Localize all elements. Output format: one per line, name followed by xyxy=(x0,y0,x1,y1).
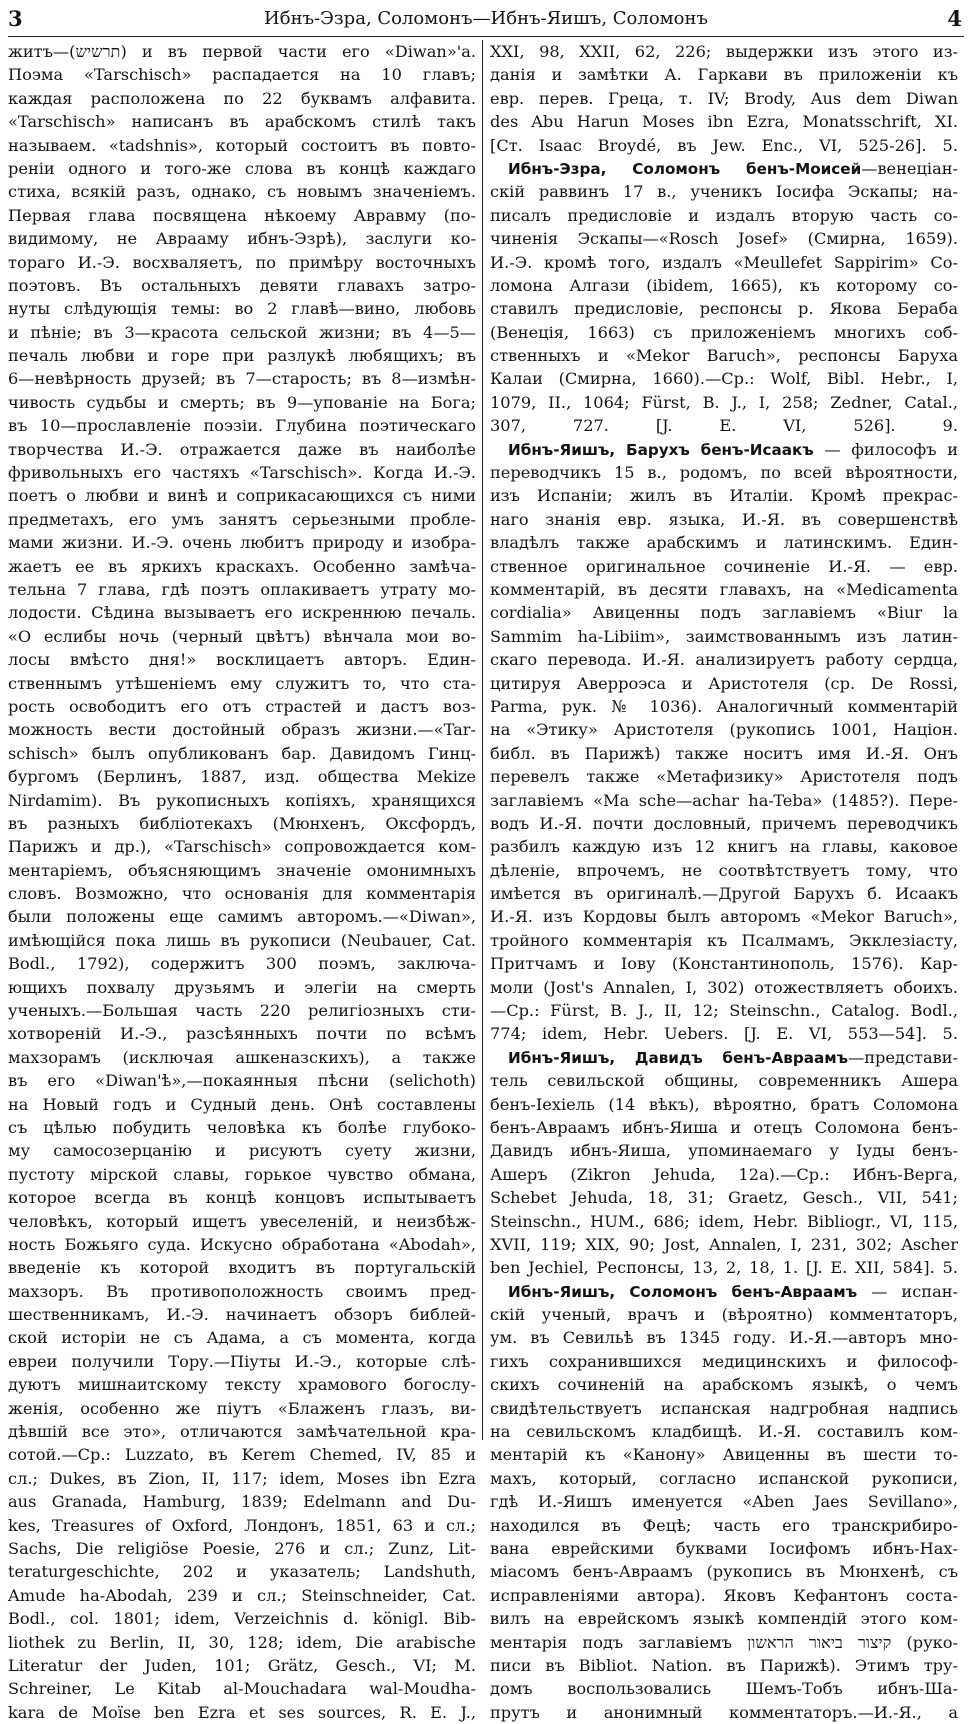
text-line: евр. перев. Греца, т. IV; Brody, Aus dem Diwan xyxy=(490,88,958,108)
text-line: скаго перевода. И.-Я. анализируетъ работу сердца, xyxy=(490,650,958,670)
text-line: kes, Treasures of Oxford, Лондонъ, 1851, 63 и сл.; xyxy=(8,1515,476,1535)
left-column xyxy=(8,40,476,1722)
text-line: видимому, не Аврааму ибнъ-Эзрѣ), заслуги ко- xyxy=(8,229,476,249)
text-line: сл.; Dukes, въ Zion, II, 117; idem, Moses ibn Ezra xyxy=(8,1468,476,1488)
text-line: Steinschn., HUM., 686; idem, Hebr. Bibliogr., VI, 115, xyxy=(490,1211,958,1231)
text-line: библ. въ Парижѣ) также носитъ имя И.-Я. Онъ xyxy=(490,743,958,763)
text-line: Bodl., 1792), содержитъ 300 поэмъ, заключа- xyxy=(8,954,476,974)
text-line: 307, 727. [J. E. VI, 526]. 9. xyxy=(490,416,958,436)
text-line: 1079, II., 1064; Fürst, B. J., I, 258; Zedner, Catal., xyxy=(490,392,958,412)
text-line: ментаріемъ, объясняющимъ значеніе омонимныхъ xyxy=(8,860,476,880)
text-line: бургомъ (Берлинъ, 1887, изд. общества Mekize xyxy=(8,767,476,787)
text-line: реніи одного и того-же слова въ концѣ каждаго xyxy=(8,158,476,178)
text-line: гдѣ И.-Яишъ именуется «Aben Jaes Sevillano», xyxy=(490,1492,958,1512)
text-line: 774; idem, Hebr. Uebers. [J. E. VI, 553—54]. 5. xyxy=(490,1024,958,1044)
text-line: des Abu Harun Moses ibn Ezra, Monatsschrift, XI. xyxy=(490,112,958,132)
text-line: тельна 7 глава, гдѣ поэтъ оплакиваетъ утрату мо- xyxy=(8,579,476,599)
text-line: скій раввинъ 17 в., ученикъ Іосифа Эскапы; на- xyxy=(490,182,958,202)
text-line: переводчикъ 15 в., родомъ, по всей вѣроятности, xyxy=(490,463,958,483)
text-line: лосы вмѣсто дня!» восклицаетъ авторъ. Един- xyxy=(8,650,476,670)
text-line: скій ученый, врачъ и (вѣроятно) комментаторъ, xyxy=(490,1305,958,1325)
text-line: Давидъ ибнъ-Яиша, упоминаемаго у Іуды бенъ- xyxy=(490,1141,958,1161)
text-line: [Ст. Isaac Broydé, въ Jew. Enc., VI, 525-26]. 5. xyxy=(490,135,958,155)
text-line: «О еслибы ночь (черный цвѣтъ) вѣнчала мои во- xyxy=(8,626,476,646)
text-line: разбилъ каждую изъ 12 книгъ на главы, каковое xyxy=(490,837,958,857)
text-line: ность Божьяго суда. Искусно обработана «Abodah», xyxy=(8,1234,476,1254)
text-line: и пѣніе; въ 3—красота сельской жизни; въ 4—5— xyxy=(8,322,476,342)
text-line: хотвореній И.-Э., разсѣянныхъ почти по всѣмъ xyxy=(8,1024,476,1044)
text-line: писалъ предисловіе и издалъ вторую часть со- xyxy=(490,205,958,225)
text-line: teraturgeschichte, 202 и указатель; Landshuth, xyxy=(8,1562,476,1582)
text-line: мами жизни. И.-Э. очень любитъ природу и изобра- xyxy=(8,533,476,553)
entry-first-line xyxy=(490,438,958,461)
text-line: Literatur der Juden, 101; Grätz, Gesch., VI; M. xyxy=(8,1655,476,1675)
right-column xyxy=(490,40,958,1722)
text-line: ставилъ предисловіе, респонсы р. Якова Бераба xyxy=(490,299,958,319)
text-line: ломона Алгази (ibidem, 1665), къ которому со- xyxy=(490,275,958,295)
text-line: (Венеція, 1663) съ приложеніемъ многихъ соб- xyxy=(490,322,958,342)
running-title: Ибнъ-Эзра, Соломонъ—Ибнъ-Яишъ, Соломонъ xyxy=(264,8,708,29)
text-line: имѣется въ оригиналѣ.—Другой Барухъ б. Исаакъ xyxy=(490,884,958,904)
text-line: лодости. Сѣдина вызываетъ его искреннюю печаль. xyxy=(8,603,476,623)
text-line: имѣющійся пока лишь въ рукописи (Neubauer, Cat. xyxy=(8,930,476,950)
text-line: словъ. Возможно, что основанія для комментарія xyxy=(8,884,476,904)
text-line: дѣвшій все это», отличаются замѣчательной кра- xyxy=(8,1422,476,1442)
text-line: ментарія подъ заглавіемъ קיצור ביאור הראשון (руко- xyxy=(490,1632,958,1652)
text-line: Parma, рук. № 1036). Аналогичный комментарій xyxy=(490,696,958,716)
entry-first-line-text: —венеціан- xyxy=(861,158,958,178)
entry-first-line-text: — испан- xyxy=(857,1281,958,1301)
text-line: дѣленіе, впрочемъ, не соотвѣтствуетъ тому, что xyxy=(490,860,958,880)
text-line: называем. «tadshnis», который состоитъ въ повто- xyxy=(8,135,476,155)
entry-headword: Ибнъ-Яишъ, Давидъ бенъ-Авраамъ xyxy=(508,1048,849,1067)
text-line: домъ воспользовались Шемъ-Тобъ ибнъ-Ша- xyxy=(490,1679,958,1699)
text-line: schisch» былъ опубликованъ бар. Давидомъ Гинц- xyxy=(8,743,476,763)
text-line: съ цѣлью побудить человѣка къ болѣе глубоко- xyxy=(8,1117,476,1137)
text-line: писи въ Bibliot. Nation. въ Парижѣ). Этимъ тру- xyxy=(490,1655,958,1675)
text-line: печаль любви и горе при разлукѣ любящихъ; въ xyxy=(8,346,476,366)
text-line: находился въ Фецѣ; часть его транскрибиро- xyxy=(490,1515,958,1535)
header-rule xyxy=(8,36,964,37)
text-line: aus Granada, Hamburg, 1839; Edelmann and Du- xyxy=(8,1492,476,1512)
text-line: жаетъ ее въ яркихъ краскахъ. Особенно замѣча- xyxy=(8,556,476,576)
text-line: бенъ-Авраамъ ибнъ-Яиша и отецъ Соломона бенъ- xyxy=(490,1117,958,1137)
text-line: сотой.—Ср.: Luzzato, въ Kerem Chemed, IV, 85 и xyxy=(8,1445,476,1465)
text-line: 6—невѣрность друзей; въ 7—старость; въ 8—измѣн- xyxy=(8,369,476,389)
entry-first-line xyxy=(490,1280,958,1303)
text-line: цитируя Аверроэса и Аристотеля (ср. De Rossi, xyxy=(490,673,958,693)
text-line: liothek zu Berlin, II, 30, 128; idem, Die arabische xyxy=(8,1632,476,1652)
text-line: евреи получили Тору.—Піуты И.-Э., которые слѣ- xyxy=(8,1351,476,1371)
text-line: Ашеръ (Zikron Jehuda, 12a).—Ср.: Ибнъ-Верга, xyxy=(490,1164,958,1184)
text-line: на «Этику» Аристотеля (рукопись 1001, Націон. xyxy=(490,720,958,740)
text-line: моли (Jost's Annalen, I, 302) отожествляетъ обоихъ. xyxy=(490,977,958,997)
text-line: фривольныхъ его частяхъ «Tarschisch». Когда И.-Э. xyxy=(8,463,476,483)
text-line: kara de Moïse ben Ezra et ses sources, R. E. J., xyxy=(8,1702,476,1722)
text-line: творчества И.-Э. отражается даже въ наиболѣе xyxy=(8,439,476,459)
text-line: XXI, 98, XXII, 62, 226; выдержки изъ этого из- xyxy=(490,42,958,61)
text-line: И.-Э. кромѣ того, издалъ «Meullefet Sappirim» Со- xyxy=(490,252,958,272)
text-line: тель севильской общины, современникъ Ашера xyxy=(490,1071,958,1091)
entry-first-line-text: — философъ и xyxy=(813,439,958,459)
text-line: которое всегда въ концѣ концовъ испытываетъ xyxy=(8,1188,476,1208)
text-line: дуютъ мишнаитскому тексту храмового богослу- xyxy=(8,1375,476,1395)
text-line: чиненія Эскапы—«Rosch Josef» (Смирна, 1659). xyxy=(490,229,958,249)
text-line: исправленіями автора). Яковъ Кефантонъ соста- xyxy=(490,1585,958,1605)
text-line: тораго И.-Э. восхваляетъ, по примѣру восточныхъ xyxy=(8,252,476,272)
text-line: перевелъ также «Метафизику» Аристотеля подъ xyxy=(490,767,958,787)
text-line: были положены еще самимъ авторомъ.—«Diwan», xyxy=(8,907,476,927)
page-number-right: 4 xyxy=(947,6,962,31)
text-line: свидѣтельствуетъ испанская надгробная надпись xyxy=(490,1398,958,1418)
entry-headword: Ибнъ-Эзра, Соломонъ бенъ-Моисей xyxy=(508,159,862,178)
entry-first-line-text: —представи- xyxy=(848,1047,958,1067)
text-line: махъ, который, согласно испанской рукописи, xyxy=(490,1468,958,1488)
entry-first-line xyxy=(490,157,958,180)
text-line: рость освободитъ его отъ страстей и дастъ воз- xyxy=(8,696,476,716)
entry-headword: Ибнъ-Яишъ, Барухъ бенъ-Исаакъ xyxy=(508,440,814,459)
text-line: Schreiner, Le Kitab al-Mouchadara wal-Moudha- xyxy=(8,1679,476,1699)
text-line: стиха, всякій разъ, однако, съ новымъ значеніемъ. xyxy=(8,182,476,202)
text-line: махзорамъ (исключая ашкеназскихъ), а также xyxy=(8,1047,476,1067)
text-line: бенъ-Іехіель (14 вѣкъ), вѣроятно, братъ Соломона xyxy=(490,1094,958,1114)
text-line: предметахъ, его умъ занятъ серьезными пробле- xyxy=(8,509,476,529)
text-line: ственныхъ и «Mekor Baruch», респонсы Баруха xyxy=(490,346,958,366)
text-line: Поэма «Tarschisch» распадается на 10 главъ; xyxy=(8,65,476,85)
page-header xyxy=(8,4,964,34)
text-line: человѣкъ, который ищетъ увеселеній, и неизбѣж- xyxy=(8,1211,476,1231)
text-line: ственнымъ утѣшеніемъ ему служитъ то, что ста- xyxy=(8,673,476,693)
text-line: водъ И.-Я. почти дословный, причемъ переводчикъ xyxy=(490,813,958,833)
text-line: гихъ сохранившихся медицинскихъ и философ- xyxy=(490,1351,958,1371)
text-line: шественникамъ, И.-Э. начинаетъ обзоръ библей- xyxy=(8,1305,476,1325)
text-line: поэтовъ. Въ остальныхъ девяти главахъ затро- xyxy=(8,275,476,295)
text-line: міасомъ бенъ-Авраамъ (рукопись въ Мюнхенѣ, съ xyxy=(490,1562,958,1582)
entry-headword: Ибнъ-Яишъ, Соломонъ бенъ-Авраамъ xyxy=(508,1282,858,1301)
text-line: наго знанія евр. языка, И.-Я. въ совершенствѣ xyxy=(490,509,958,529)
text-line: поетъ о любви и винѣ и соприкасающихся съ ними xyxy=(8,486,476,506)
text-line: му самосозерцанію и рисуютъ суету жизни, xyxy=(8,1141,476,1161)
text-line: женія, особенно же піутъ «Блаженъ глазъ, ви- xyxy=(8,1398,476,1418)
text-line: Первая глава посвящена нѣкоему Авравму (по- xyxy=(8,205,476,225)
text-line: заглавіемъ «Ma sche—achar ha-Teba» (1485?). Пере- xyxy=(490,790,958,810)
text-line: пустоту мірской славы, горькое чувство обмана, xyxy=(8,1164,476,1184)
text-line: cordialia» Авиценны подъ заглавіемъ «Biur la xyxy=(490,603,958,623)
column-divider xyxy=(482,40,483,1440)
text-line: ментарій къ «Канону» Авиценны въ шести то- xyxy=(490,1445,958,1465)
text-line: ской исторіи не съ Адама, а съ момента, когда xyxy=(8,1328,476,1348)
text-line: XVII, 119; XIX, 90; Jost, Annalen, I, 231, 302; Ascher xyxy=(490,1234,958,1254)
text-line: введеніе къ которой входитъ въ португальскій xyxy=(8,1258,476,1278)
text-line: на севильскомъ кладбищѣ. И.-Я. составилъ ком- xyxy=(490,1422,958,1442)
text-line: ственное оригинальное сочиненіе И.-Я. — евр. xyxy=(490,556,958,576)
text-line: въ 10—прославленіе поэзіи. Глубина поэтическаго xyxy=(8,416,476,436)
text-line: скихъ сочиненій на арабскомъ языкѣ, о чемъ xyxy=(490,1375,958,1395)
text-line: нуты слѣдующія темы: во 2 главѣ—вино, любовь xyxy=(8,299,476,319)
text-line: въ его «Diwan'ѣ»,—покаянныя пѣсни (selichoth) xyxy=(8,1071,476,1091)
text-line: владѣлъ также арабскимъ и латинскимъ. Един- xyxy=(490,533,958,553)
text-line: Sammim ha-Libiim», заимствованнымъ изъ латин- xyxy=(490,626,958,646)
text-line: данія и замѣтки А. Гаркави въ приложеніи къ xyxy=(490,65,958,85)
text-line: вилъ на еврейскомъ языкѣ компендій этого ком- xyxy=(490,1609,958,1629)
text-line: изъ Испаніи; жилъ въ Италіи. Кромѣ прекрас- xyxy=(490,486,958,506)
text-line: каждая расположена по 22 буквамъ алфавита. xyxy=(8,88,476,108)
text-line: на Новый годъ и Судный день. Онѣ составлены xyxy=(8,1094,476,1114)
text-line: Nirdamim). Въ рукописныхъ копіяхъ, хранящихся xyxy=(8,790,476,810)
text-line: вана еврейскими буквами Іосифомъ ибнъ-Нах- xyxy=(490,1539,958,1558)
text-line: махзоръ. Въ противоположность своимъ пред- xyxy=(8,1281,476,1301)
text-line: ум. въ Севильѣ въ 1345 году. И.-Я.—авторъ мно- xyxy=(490,1328,958,1348)
text-line: Парижъ и др.), «Tarschisch» сопровождается ком- xyxy=(8,837,476,857)
text-line: ющихъ похвалу друзьямъ и элегіи на смерть xyxy=(8,977,476,997)
text-line: чивость судьбы и смерть; въ 9—упованіе на Бога; xyxy=(8,392,476,412)
text-line: ben Jechiel, Респонсы, 13, 2, 18, 1. [J. E. XII, 584]. 5. xyxy=(490,1258,958,1278)
text-line: комментарій, въ десяти главахъ, на «Medicamenta xyxy=(490,579,958,599)
text-line: —Ср.: Fürst, B. J., II, 12; Steinschn., Catalog. Bodl., xyxy=(490,1001,958,1021)
text-line: Притчамъ и Іову (Константинополь, 1576). Кар- xyxy=(490,954,958,974)
text-line: житъ—(תרשיש) и въ первой части его «Diwan»'a. xyxy=(8,42,476,61)
text-line: И.-Я. изъ Кордовы былъ авторомъ «Mekor Baruch», xyxy=(490,907,958,927)
text-line: ученыхъ.—Большая часть 220 религіозныхъ сти- xyxy=(8,1001,476,1021)
text-line: Schebet Jehuda, 18, 31; Graetz, Gesch., VII, 541; xyxy=(490,1188,958,1208)
entry-first-line xyxy=(490,1046,958,1069)
text-line: можность вести достойный образъ жизни.—«Tar- xyxy=(8,720,476,740)
text-line: Калаи (Смирна, 1660).—Ср.: Wolf, Bibl. Hebr., I, xyxy=(490,369,958,389)
page-number-left: 3 xyxy=(8,6,23,31)
text-line: Bodl., col. 1801; idem, Verzeichnis d. königl. Bib- xyxy=(8,1609,476,1629)
text-line: «Tarschisch» написанъ въ арабскомъ стилѣ такъ xyxy=(8,112,476,132)
text-line: Sachs, Die religiöse Poesie, 276 и сл.; Zunz, Lit- xyxy=(8,1539,476,1558)
text-line: прутъ и анонимный комментаторъ.—И.-Я., а xyxy=(490,1702,958,1722)
text-line: Amude ha-Abodah, 239 и сл.; Steinschneider, Cat. xyxy=(8,1585,476,1605)
text-line: въ разныхъ библіотекахъ (Мюнхенъ, Оксфордъ, xyxy=(8,813,476,833)
text-line: тройного комментарія къ Псалмамъ, Экклезіасту, xyxy=(490,930,958,950)
